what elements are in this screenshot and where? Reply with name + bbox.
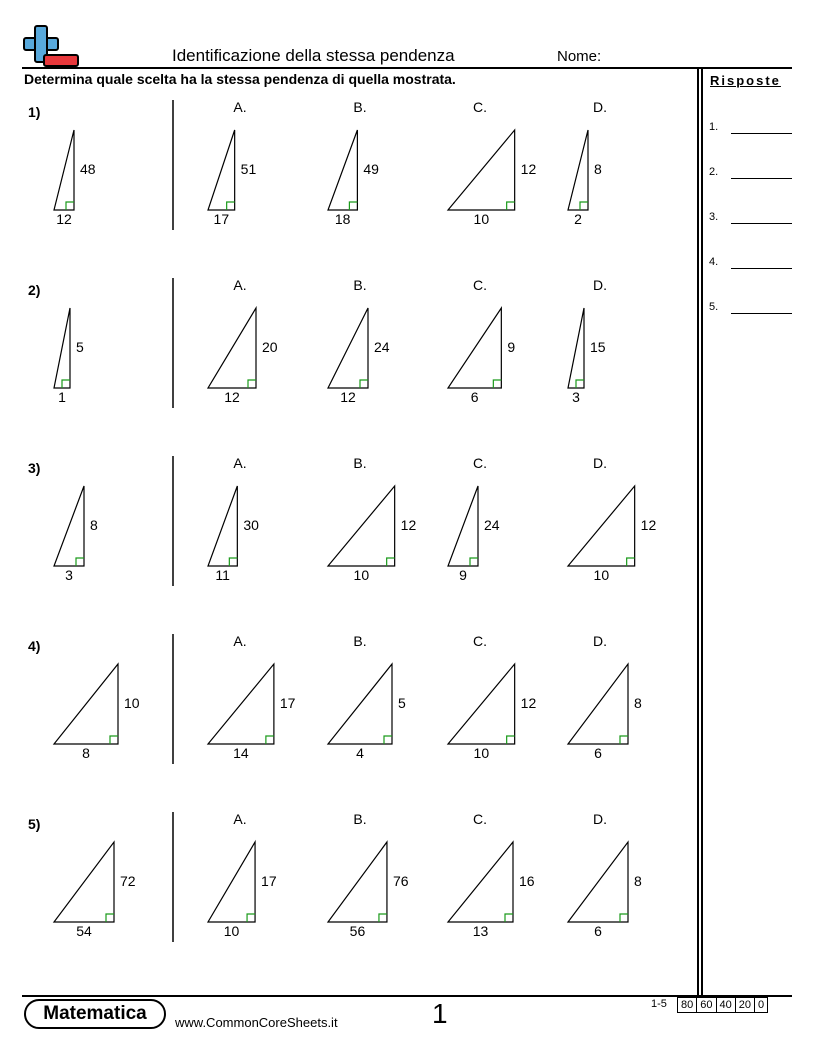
triangle-shape xyxy=(568,842,628,922)
right-angle-marker xyxy=(387,558,395,566)
rise-label: 76 xyxy=(392,873,409,889)
choice-letter: A. xyxy=(233,455,247,471)
run-label: 13 xyxy=(472,923,489,939)
rise-label: 20 xyxy=(262,339,278,355)
choice-letter: C. xyxy=(473,633,487,649)
rise-label: 30 xyxy=(243,517,259,533)
run-label: 54 xyxy=(76,923,92,939)
rise-label: 15 xyxy=(590,339,606,355)
run-label: 2 xyxy=(574,211,582,227)
choice-letter: D. xyxy=(593,633,607,649)
triangle-shape xyxy=(54,842,114,922)
right-angle-marker xyxy=(576,380,584,388)
run-label: 10 xyxy=(473,211,490,227)
rise-label: 16 xyxy=(519,873,535,889)
triangle-shape xyxy=(328,130,357,210)
answer-number: 5. xyxy=(709,301,719,313)
choice-letter: D. xyxy=(593,811,607,827)
choice-letter: C. xyxy=(473,811,487,827)
right-angle-marker xyxy=(505,914,513,922)
right-angle-marker xyxy=(493,380,501,388)
choice-letter: D. xyxy=(593,99,607,115)
score-range-label: 1-5 xyxy=(651,998,667,1010)
rise-label: 12 xyxy=(640,517,657,533)
rise-label: 8 xyxy=(634,873,642,889)
right-angle-marker xyxy=(76,558,84,566)
rise-label: 48 xyxy=(80,161,96,177)
choice-letter: C. xyxy=(473,455,487,471)
right-angle-marker xyxy=(349,202,357,210)
triangle-shape xyxy=(448,664,515,744)
right-angle-marker xyxy=(227,202,235,210)
brand-badge: Matematica xyxy=(24,999,166,1029)
rise-label: 8 xyxy=(594,161,602,177)
right-angle-marker xyxy=(627,558,635,566)
rise-label: 12 xyxy=(520,695,537,711)
worksheet-title: Identificazione della stessa pendenza xyxy=(172,46,455,65)
triangle-shape xyxy=(208,842,255,922)
right-angle-marker xyxy=(507,736,515,744)
triangle-shape xyxy=(328,664,392,744)
run-label: 17 xyxy=(213,211,230,227)
rise-label: 24 xyxy=(484,517,500,533)
right-angle-marker xyxy=(360,380,368,388)
answer-number: 4. xyxy=(709,256,719,268)
triangle-shape xyxy=(54,486,84,566)
rise-label: 5 xyxy=(398,695,406,711)
answer-number: 2. xyxy=(709,166,719,178)
run-label: 10 xyxy=(473,745,490,761)
choice-letter: A. xyxy=(233,811,247,827)
rise-label: 17 xyxy=(261,873,277,889)
answers-title: Risposte xyxy=(710,73,781,88)
triangle-shape xyxy=(328,308,368,388)
choice-letter: B. xyxy=(353,99,367,115)
run-label: 56 xyxy=(349,923,366,939)
rise-label: 5 xyxy=(76,339,84,355)
choice-letter: C. xyxy=(473,277,487,293)
right-angle-marker xyxy=(66,202,74,210)
right-angle-marker xyxy=(248,380,256,388)
page-number: 1 xyxy=(432,998,448,1029)
rise-label: 12 xyxy=(520,161,537,177)
score-cell: 20 xyxy=(735,998,754,1012)
score-cell: 60 xyxy=(696,998,715,1012)
problem-number: 2) xyxy=(28,282,41,298)
rise-label: 72 xyxy=(120,873,136,889)
right-angle-marker xyxy=(580,202,588,210)
triangle-shape xyxy=(568,130,588,210)
triangle-shape xyxy=(328,486,395,566)
choice-letter: A. xyxy=(233,633,247,649)
triangle-shape xyxy=(448,308,501,388)
problem-number: 3) xyxy=(28,460,41,476)
run-label: 6 xyxy=(594,923,602,939)
triangle-shape xyxy=(54,130,74,210)
choice-letter: B. xyxy=(353,455,367,471)
score-cell: 40 xyxy=(716,998,735,1012)
right-angle-marker xyxy=(266,736,274,744)
problem-number: 1) xyxy=(28,104,41,120)
name-label: Nome: xyxy=(557,48,602,65)
right-angle-marker xyxy=(470,558,478,566)
run-label: 6 xyxy=(470,389,479,405)
right-angle-marker xyxy=(62,380,70,388)
score-table xyxy=(677,997,768,1013)
run-label: 12 xyxy=(56,211,72,227)
triangle-shape xyxy=(208,664,274,744)
triangle-shape xyxy=(328,842,387,922)
triangle-shape xyxy=(208,130,235,210)
run-label: 10 xyxy=(593,567,610,583)
site-url: www.CommonCoreSheets.it xyxy=(175,1015,338,1030)
answer-number: 3. xyxy=(709,211,719,223)
run-label: 9 xyxy=(459,567,467,583)
problem-number: 5) xyxy=(28,816,41,832)
choice-letter: B. xyxy=(353,633,367,649)
choice-letter: B. xyxy=(353,277,367,293)
triangle-shape xyxy=(448,842,513,922)
run-label: 12 xyxy=(340,389,356,405)
choice-letter: D. xyxy=(593,455,607,471)
triangle-shape xyxy=(448,486,478,566)
triangle-shape xyxy=(568,308,584,388)
run-label: 3 xyxy=(572,389,580,405)
right-angle-marker xyxy=(620,914,628,922)
rise-label: 24 xyxy=(374,339,390,355)
rise-label: 51 xyxy=(240,161,257,177)
run-label: 6 xyxy=(594,745,602,761)
run-label: 8 xyxy=(82,745,90,761)
rise-label: 49 xyxy=(363,161,379,177)
run-label: 18 xyxy=(334,211,351,227)
right-angle-marker xyxy=(229,558,237,566)
triangle-shape xyxy=(568,486,635,566)
score-cell: 0 xyxy=(754,998,767,1012)
run-label: 10 xyxy=(353,567,370,583)
score-cell: 80 xyxy=(681,999,694,1011)
run-label: 4 xyxy=(356,745,364,761)
run-label: 10 xyxy=(223,923,240,939)
triangle-shape xyxy=(54,664,118,744)
rise-label: 10 xyxy=(124,695,140,711)
run-label: 3 xyxy=(65,567,73,583)
answer-number: 1. xyxy=(709,121,719,133)
run-label: 1 xyxy=(58,389,66,405)
instructions: Determina quale scelta ha la stessa pendenza di quella mostrata. xyxy=(24,71,456,87)
choice-letter: A. xyxy=(233,277,247,293)
choice-letter: D. xyxy=(593,277,607,293)
right-angle-marker xyxy=(106,914,114,922)
rise-label: 9 xyxy=(507,339,516,355)
right-angle-marker xyxy=(110,736,118,744)
triangle-shape xyxy=(208,308,256,388)
problem-number: 4) xyxy=(28,638,41,654)
rise-label: 12 xyxy=(400,517,417,533)
choice-letter: A. xyxy=(233,99,247,115)
triangle-shape xyxy=(448,130,515,210)
run-label: 14 xyxy=(233,745,249,761)
triangle-shape xyxy=(568,664,628,744)
triangle-shape xyxy=(54,308,70,388)
run-label: 11 xyxy=(215,567,230,583)
rise-label: 8 xyxy=(90,517,98,533)
choice-letter: B. xyxy=(353,811,367,827)
rise-label: 17 xyxy=(279,695,296,711)
right-angle-marker xyxy=(507,202,515,210)
run-label: 12 xyxy=(224,389,240,405)
right-angle-marker xyxy=(379,914,387,922)
rise-label: 8 xyxy=(634,695,642,711)
right-angle-marker xyxy=(247,914,255,922)
triangle-shape xyxy=(208,486,237,566)
right-angle-marker xyxy=(620,736,628,744)
right-angle-marker xyxy=(384,736,392,744)
choice-letter: C. xyxy=(473,99,487,115)
